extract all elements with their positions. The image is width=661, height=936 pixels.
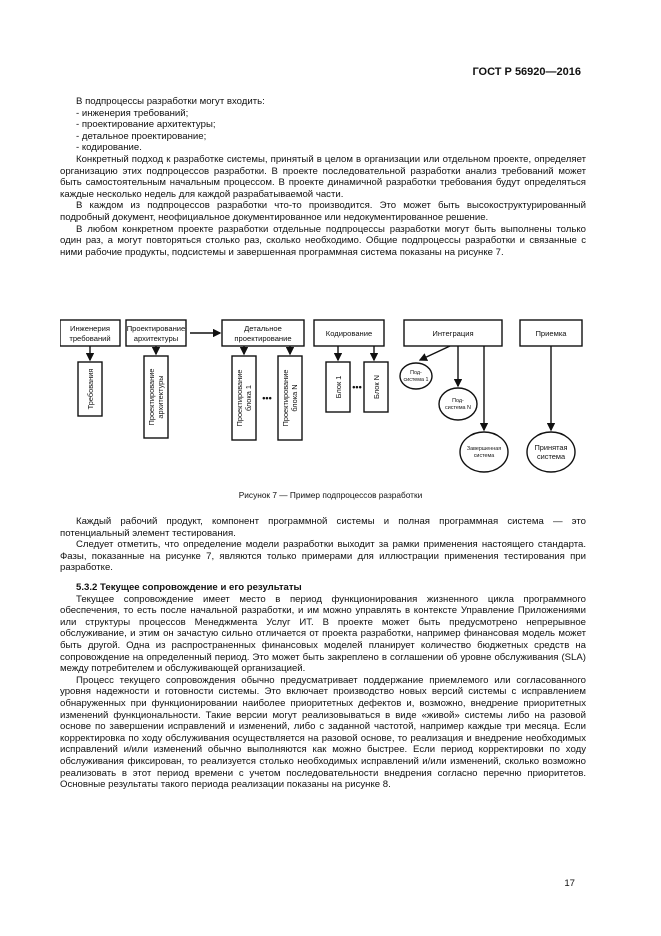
subsystem-1-node bbox=[400, 363, 432, 389]
complete-system-label-b: система bbox=[473, 453, 495, 459]
artifact-label-blockN-design-2: блока N bbox=[290, 384, 299, 412]
header-label-4: Кодирование bbox=[325, 329, 373, 338]
artifact-label-blockN: Блок N bbox=[372, 375, 381, 399]
header-label-3: Детальное bbox=[244, 324, 282, 333]
header-label-3b: проектирование bbox=[234, 334, 292, 343]
artifact-label-architecture-1: Проектирование bbox=[147, 368, 156, 426]
section-5-3-2 bbox=[60, 582, 586, 791]
figure-caption: Рисунок 7 — Пример подпроцессов разработки bbox=[238, 490, 423, 500]
artifact-label-block1-design-1: Проектирование bbox=[235, 369, 244, 427]
list-item: - кодирование. bbox=[76, 142, 142, 154]
section-heading bbox=[60, 582, 586, 594]
subsystem-n-label-b: система N bbox=[445, 405, 471, 411]
section-title: Текущее сопровождение и его результаты bbox=[100, 582, 302, 593]
complete-system-label-a: Завершенная bbox=[466, 446, 502, 452]
artifact-label-block1-design-2: блока 1 bbox=[244, 384, 253, 412]
list-item: - инженерия требований; bbox=[76, 107, 189, 119]
ellipsis-design: ••• bbox=[262, 393, 272, 403]
page-number: 17 bbox=[564, 878, 575, 889]
paragraph: Процесс текущего сопровождения обычно предусматривает поддержание приемлемого или согласованного уровня надежности и готовности системы. Это включает производство новых версий системы с исправлением обнаруженных при функционировании наиболее приоритетных дефектов и, возможно, внедрение приоритетных изменений функциональности. Такие версии могут реализовываться в виде «живой» системы либо на разовой основе по завершении исправлений и изменений, либо с заданной частотой, например каждые три месяца. Если корректировка по ходу обслуживания осуществляется на разовой основе, то реализация и внедрение необходимых исправлений и/или изменений обычно выполняются как можно быстрее. Если период корректировки по ходу обслуживания фиксирован, то реализуется столько необходимых исправлений и/или изменений, сколько возможно реализовать в этот период времени с учетом последовательности внедрения согласно перечню приоритетов. Основные результаты такого периода реализации показаны на рисунке 8. bbox=[60, 674, 586, 791]
paragraph: Текущее сопровождение имеет место в период функционирования жизненного цикла программного обеспечения, то есть после начальной разработки, и им можно управлять в контексте Управление Приложениями или структуры процессов Менеджмента Услуг ИТ. В проекте может быть предусмотрено непрерывное обслуживание, и этим он зачастую сильно отличается от проекта разработки, например финансовая модель может быть другой. Одна из распространенных финансовых моделей планирует количество бюджетных средств на сопровождение на определенный период. Это может быть закреплено в соглашении об уровне обслуживания (SLA) между потребителем и обслуживающей организацией. bbox=[60, 593, 586, 675]
figure-7-diagram bbox=[60, 318, 600, 478]
subsystem-n-node bbox=[439, 388, 477, 420]
subsystem-1-label-a: Под- bbox=[410, 370, 422, 376]
header-label-5: Интеграция bbox=[432, 329, 474, 338]
ellipsis-blocks: ••• bbox=[352, 382, 362, 392]
subsystem-n-label-a: Под- bbox=[452, 398, 464, 404]
header-label-6: Приемка bbox=[535, 329, 567, 338]
list-item: - проектирование архитектуры; bbox=[76, 119, 216, 131]
artifact-label-architecture-2: архитектуры bbox=[156, 375, 165, 419]
header-label-2: Проектирование bbox=[126, 324, 186, 333]
paragraph: Следует отметить, что определение модели разработки выходит за рамки применения настоящего стандарта. Фазы, показанные на рисунке 7, являются только примерами для иллюстрации применения тестирования при разработке. bbox=[60, 539, 586, 574]
paragraph: В каждом из подпроцессов разработки что-то производится. Это может быть высокоструктурированный подробный документ, неофициальное документированное или недокументированное решение. bbox=[60, 200, 586, 223]
header-label-2b: архитектуры bbox=[133, 334, 179, 343]
section-number: 5.3.2 bbox=[76, 582, 98, 593]
artifact-label-block1: Блок 1 bbox=[334, 375, 343, 399]
accepted-system-label-a: Принятая bbox=[534, 443, 568, 452]
header-label-1b: требований bbox=[69, 334, 111, 343]
paragraph: Конкретный подход к разработке системы, принятый в целом в организации или отдельном проекте, определяет организацию этих подпроцессов разработки. В проекте последовательной разработки анализ требований может быть самостоятельным начальным процессом. В проекте динамичной разработки требования будут определяться каждые несколько недель для каждой разрабатываемой части. bbox=[60, 153, 586, 200]
accepted-system-label-b: система bbox=[536, 452, 566, 461]
document-header: ГОСТ Р 56920—2016 bbox=[472, 66, 581, 78]
header-label-1: Инженерия bbox=[70, 324, 110, 333]
intro-text bbox=[60, 96, 586, 258]
complete-system-node bbox=[460, 432, 508, 472]
list-item: - детальное проектирование; bbox=[76, 130, 207, 142]
artifact-label-requirements: Требования bbox=[86, 368, 95, 410]
paragraph: В любом конкретном проекте разработки отдельные подпроцессы разработки могут быть выполнены только один раз, а могут повторяться столько раз, сколько необходимо. Общие подпроцессы разработки и связанные с ними рабочие продукты, подсистемы и завершенная программная система показаны на рисунке 7. bbox=[60, 223, 586, 258]
paragraph: Каждый рабочий продукт, компонент программной системы и полная программная система — это потенциальный элемент тестирования. bbox=[60, 516, 586, 539]
intro-lead: В подпроцессы разработки могут входить: bbox=[76, 96, 265, 107]
subsystem-1-label-b: система 1 bbox=[403, 377, 429, 383]
artifact-label-blockN-design-1: Проектирование bbox=[281, 369, 290, 427]
after-figure-text bbox=[60, 516, 586, 574]
